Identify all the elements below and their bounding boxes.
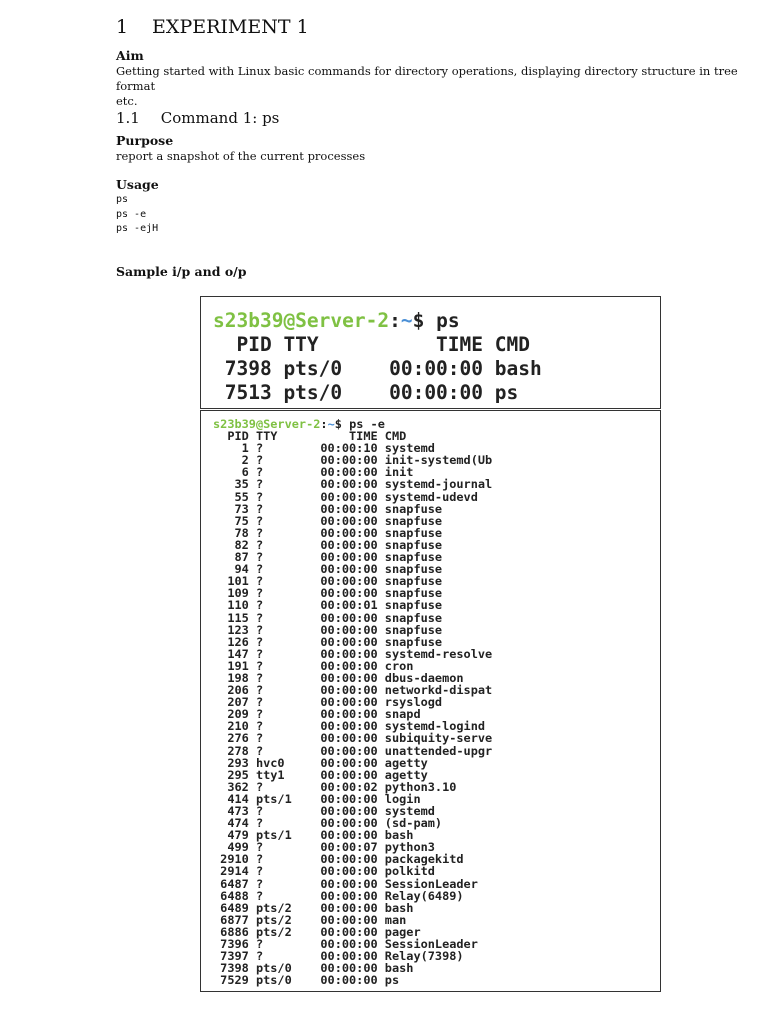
prompt-tilde: ~ [400, 309, 413, 332]
process-row: 198 ? 00:00:00 dbus-daemon [213, 670, 464, 685]
process-row: 7529 pts/0 00:00:00 ps [213, 973, 400, 988]
aim-text [116, 64, 756, 109]
process-row: 2914 ? 00:00:00 polkitd [213, 864, 435, 879]
process-row: 94 ? 00:00:00 snapfuse [213, 562, 443, 577]
process-row: 6487 ? 00:00:00 SessionLeader [213, 876, 478, 891]
process-row: 109 ? 00:00:00 snapfuse [213, 586, 443, 601]
process-row: 6 ? 00:00:00 init [213, 465, 414, 480]
process-row: 126 ? 00:00:00 snapfuse [213, 634, 443, 649]
process-row: 473 ? 00:00:00 systemd [213, 804, 435, 818]
process-row: 78 ? 00:00:00 snapfuse [213, 525, 443, 540]
section-heading [116, 16, 309, 38]
process-row: 206 ? 00:00:00 networkd-dispat [213, 683, 493, 698]
process-row: 75 ? 00:00:00 snapfuse [213, 513, 443, 528]
purpose-text: report a snapshot of the current processes [116, 149, 366, 163]
prompt-user: s23b39@Server-2 [213, 417, 321, 431]
prompt-user: s23b39@Server-2 [213, 309, 390, 332]
process-row: 147 ? 00:00:00 systemd-resolve [213, 646, 493, 661]
aim-text-line1: Getting started with Linux basic commands for directory operations, displaying directory structure in tree format [116, 64, 738, 93]
terminal-header-row: PID TTY TIME CMD [213, 333, 530, 356]
process-row: 35 ? 00:00:00 systemd-journal [213, 477, 493, 492]
terminal-ps-e-screenshot [200, 410, 661, 992]
process-row: 276 ? 00:00:00 subiquity-serve [213, 731, 493, 746]
process-row: 210 ? 00:00:00 systemd-logind [213, 719, 486, 734]
subsection-title: Command 1: ps [160, 109, 280, 127]
process-row: 207 ? 00:00:00 rsyslogd [213, 695, 443, 710]
prompt-colon: : [320, 417, 328, 431]
process-row: 7398 pts/0 00:00:00 bash [213, 357, 542, 380]
usage-command: ps -ejH [116, 223, 159, 234]
process-row: 55 ? 00:00:00 systemd-udevd [213, 489, 478, 504]
process-row: 293 hvc0 00:00:00 agetty [213, 755, 428, 770]
process-row: 499 ? 00:00:07 python3 [213, 840, 435, 855]
process-row: 6886 pts/2 00:00:00 pager [213, 924, 421, 939]
aim-text-line2: etc. [116, 94, 138, 108]
prompt-dollar: $ [412, 309, 437, 332]
aim-label: Aim [116, 48, 144, 63]
process-row: 479 pts/1 00:00:00 bash [213, 828, 414, 843]
section-number: 1 [116, 16, 129, 38]
terminal-command: ps [436, 309, 460, 332]
usage-command: ps -e [116, 208, 147, 220]
process-row: 191 ? 00:00:00 cron [213, 658, 414, 673]
process-row: 414 pts/1 00:00:00 login [213, 791, 421, 806]
terminal-prompt-line [213, 309, 660, 333]
terminal-command: ps -e [349, 417, 385, 431]
process-row: 2 ? 00:00:00 init-systemd(Ub [213, 453, 493, 468]
prompt-dollar: $ [334, 417, 350, 431]
process-row: 7398 pts/0 00:00:00 bash [213, 961, 414, 976]
process-row: 1 ? 00:00:10 systemd [213, 441, 435, 456]
process-row: 110 ? 00:00:01 snapfuse [213, 598, 443, 613]
process-row: 278 ? 00:00:00 unattended-upgr [213, 743, 493, 758]
sample-label: Sample i/p and o/p [116, 264, 247, 279]
prompt-colon: : [389, 309, 401, 332]
process-row: 82 ? 00:00:00 snapfuse [213, 537, 443, 552]
process-row: 7513 pts/0 00:00:00 ps [213, 381, 519, 404]
purpose-label: Purpose [116, 133, 174, 148]
process-row: 295 tty1 00:00:00 agetty [213, 767, 428, 782]
subsection-number: 1.1 [116, 109, 140, 127]
terminal-rows [213, 442, 660, 986]
process-row: 474 ? 00:00:00 (sd-pam) [213, 816, 443, 831]
process-row: 123 ? 00:00:00 snapfuse [213, 622, 443, 637]
usage-command: ps [116, 194, 129, 205]
prompt-tilde: ~ [327, 417, 335, 431]
process-row: 2910 ? 00:00:00 packagekitd [213, 852, 464, 867]
process-row: 115 ? 00:00:00 snapfuse [213, 610, 443, 625]
subsection-heading [116, 109, 279, 127]
process-row: 73 ? 00:00:00 snapfuse [213, 501, 443, 516]
process-row: 209 ? 00:00:00 snapd [213, 707, 421, 722]
process-row: 6489 pts/2 00:00:00 bash [213, 900, 414, 915]
usage-label: Usage [116, 177, 159, 192]
process-row: 87 ? 00:00:00 snapfuse [213, 550, 443, 565]
process-row: 6488 ? 00:00:00 Relay(6489) [213, 888, 464, 903]
process-row: 7396 ? 00:00:00 SessionLeader [213, 937, 478, 952]
terminal-ps-screenshot [200, 296, 661, 409]
section-title: EXPERIMENT 1 [152, 16, 309, 38]
process-row: 101 ? 00:00:00 snapfuse [213, 574, 443, 589]
process-row: 362 ? 00:00:02 python3.10 [213, 779, 457, 794]
terminal-rows [213, 357, 660, 405]
process-row: 7397 ? 00:00:00 Relay(7398) [213, 949, 464, 964]
usage-commands [116, 193, 158, 237]
terminal-header-row: PID TTY TIME CMD [213, 429, 407, 444]
process-row: 6877 pts/2 00:00:00 man [213, 912, 407, 927]
